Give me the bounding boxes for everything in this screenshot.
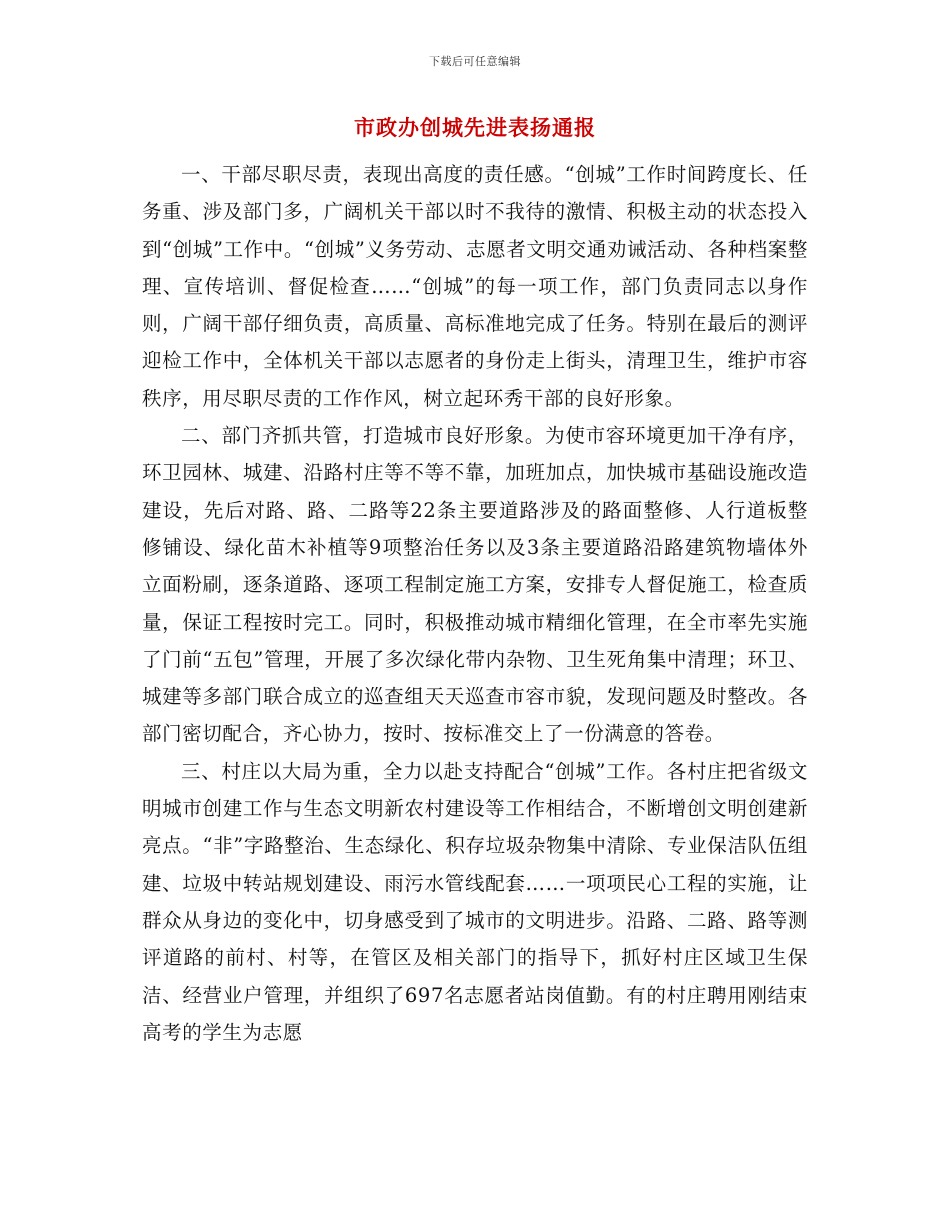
paragraph-3: 三、村庄以大局为重，全力以赴支持配合“创城”工作。各村庄把省级文明城市创建工作与生态文明新农村建设等工作相结合，不断增创文明创建新亮点。“非”字路整治、生态绿化、积存垃圾杂物集中清除、专业保洁队伍组建、垃圾中转站规划建设、雨污水管线配套……一项项民心工程的实施，让群众从身边的变化中，切身感受到了城市的文明进步。沿路、二路、路等测评道路的前村、村等，在管区及相关部门的指导下，抓好村庄区域卫生保洁、经营业户管理，并组织了697名志愿者站岗值勤。有的村庄聘用刚结束高考的学生为志愿 [142, 759, 808, 1044]
document-body [142, 156, 808, 1051]
document-title: 市政办创城先进表扬通报 [354, 115, 596, 140]
header-note: 下载后可任意编辑 [429, 55, 521, 68]
paragraph-2: 二、部门齐抓共管，打造城市良好形象。为使市容环境更加干净有序，环卫园林、城建、沿路村庄等不等不靠，加班加点，加快城市基础设施改造建设，先后对路、路、二路等22条主要道路涉及的路面整修、人行道板整修铺设、绿化苗木补植等9项整治任务以及3条主要道路沿路建筑物墙体外立面粉刷，逐条道路、逐项工程制定施工方案，安排专人督促施工，检查质量，保证工程按时完工。同时，积极推动城市精细化管理，在全市率先实施了门前“五包”管理，开展了多次绿化带内杂物、卫生死角集中清理；环卫、城建等多部门联合成立的巡查组天天巡查市容市貌，发现问题及时整改。各部门密切配合，齐心协力，按时、按标准交上了一份满意的答卷。 [142, 424, 808, 746]
paragraph-1: 一、干部尽职尽责，表现出高度的责任感。“创城”工作时间跨度长、任务重、涉及部门多，广阔机关干部以时不我待的激情、积极主动的状态投入到“创城”工作中。“创城”义务劳动、志愿者文明交通劝诫活动、各种档案整理、宣传培训、督促检查……“创城”的每一项工作，部门负责同志以身作则，广阔干部仔细负责，高质量、高标准地完成了任务。特别在最后的测评迎检工作中，全体机关干部以志愿者的身份走上街头，清理卫生，维护市容秩序，用尽职尽责的工作作风，树立起环秀干部的良好形象。 [142, 163, 808, 410]
